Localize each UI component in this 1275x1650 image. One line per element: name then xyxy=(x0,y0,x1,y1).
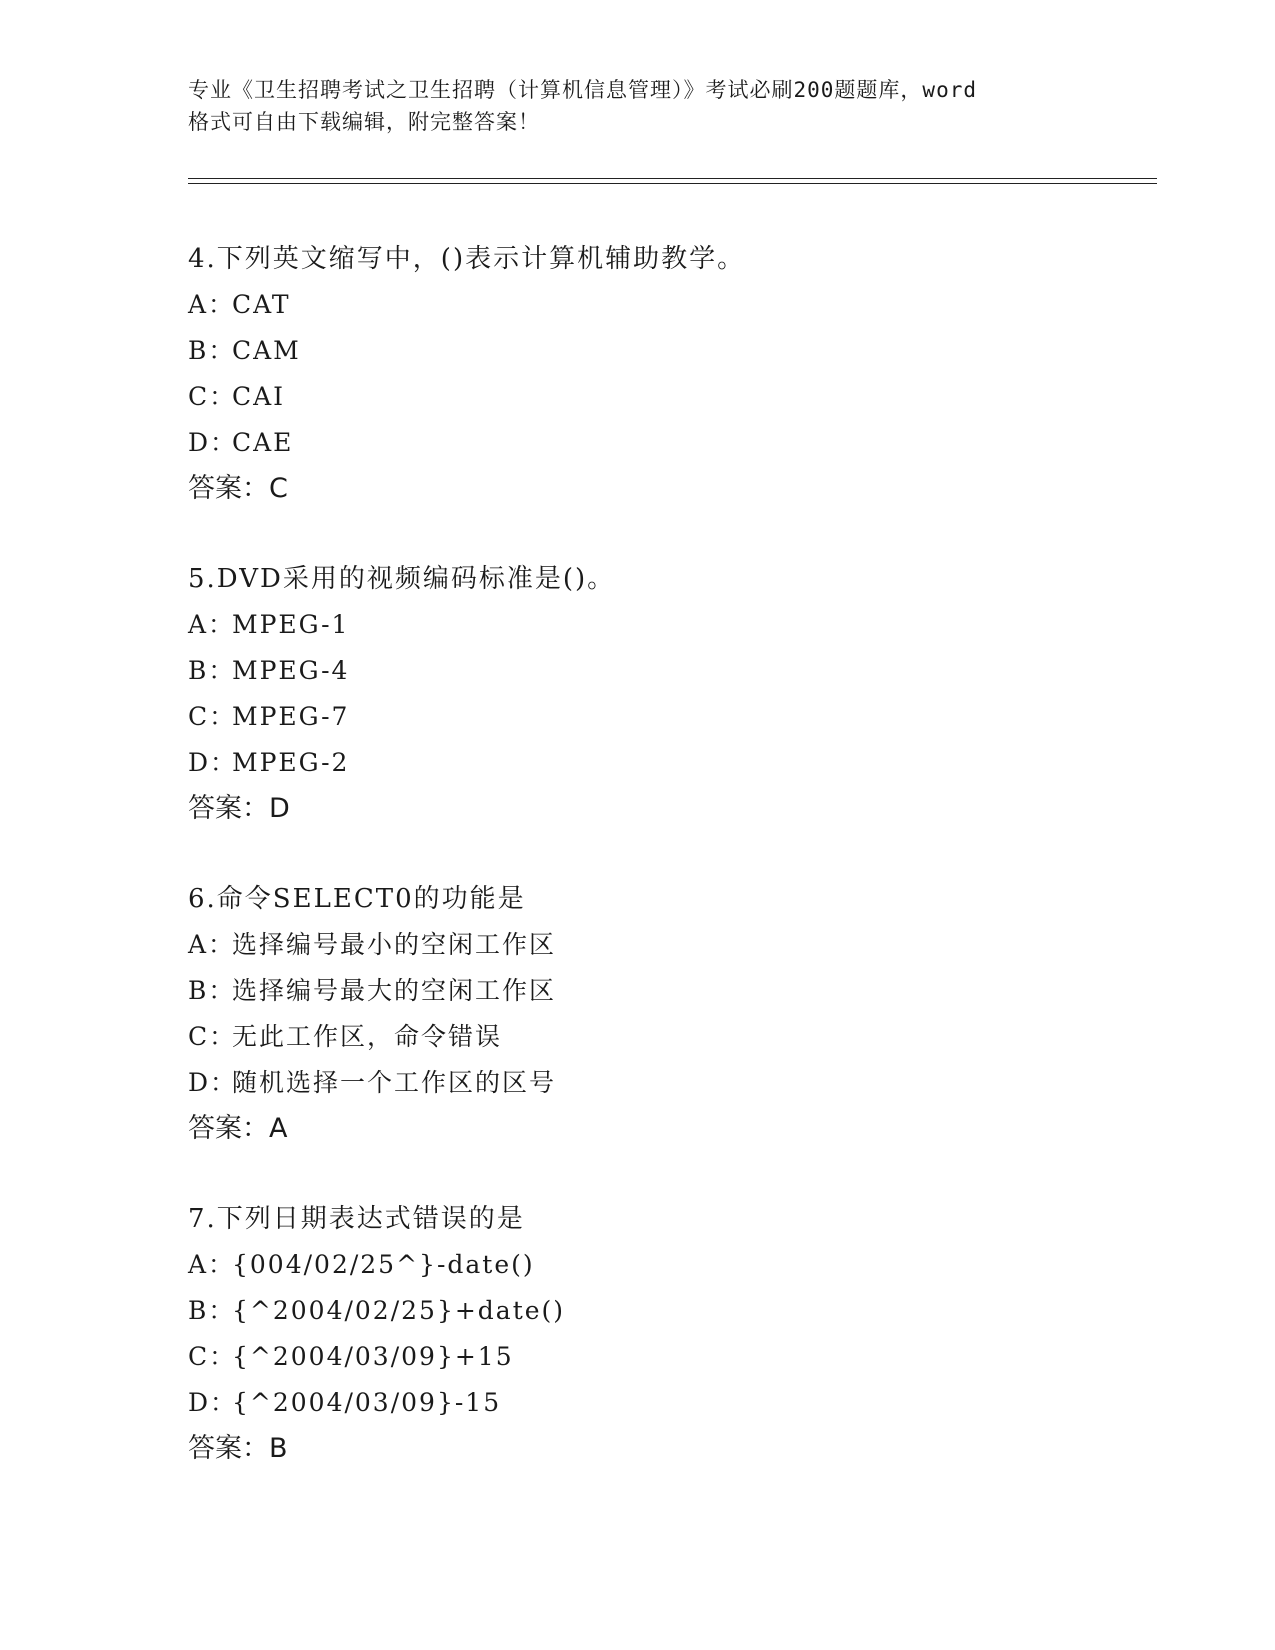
option-text: 选择编号最大的空闲工作区 xyxy=(232,976,557,1005)
option-letter: B： xyxy=(188,976,236,1005)
option-letter: A： xyxy=(188,290,236,319)
option-letter: C： xyxy=(188,702,237,731)
option-c xyxy=(188,1334,1088,1380)
option-letter: D： xyxy=(188,428,238,457)
option-text: {004/02/25^}-date() xyxy=(232,1250,535,1279)
option-d xyxy=(188,1380,1088,1426)
option-letter: C： xyxy=(188,382,237,411)
intro-line-2: 格式可自由下载编辑，附完整答案！ xyxy=(188,110,540,134)
question-block xyxy=(188,1196,1088,1472)
option-text: CAM xyxy=(232,336,301,365)
option-text: {^2004/03/09}-15 xyxy=(232,1388,502,1417)
option-letter: B： xyxy=(188,336,236,365)
header-divider-bottom xyxy=(188,183,1157,184)
option-a xyxy=(188,922,1088,968)
intro-line-1: 专业《卫生招聘考试之卫生招聘（计算机信息管理）》考试必刷200题题库，word xyxy=(188,78,977,102)
option-a xyxy=(188,282,1088,328)
option-text: {^2004/03/09}+15 xyxy=(232,1342,514,1371)
option-text: CAE xyxy=(232,428,294,457)
option-b xyxy=(188,328,1088,374)
option-d xyxy=(188,420,1088,466)
question-block xyxy=(188,236,1088,512)
question-stem: 4.下列英文缩写中，()表示计算机辅助教学。 xyxy=(188,244,746,274)
option-text: CAI xyxy=(232,382,286,411)
option-text: CAT xyxy=(232,290,291,319)
answer-line: 答案：B xyxy=(188,1433,288,1464)
answer-line: 答案：D xyxy=(188,793,290,824)
option-b xyxy=(188,968,1088,1014)
option-letter: A： xyxy=(188,610,236,639)
option-text: {^2004/02/25}+date() xyxy=(232,1296,566,1325)
option-letter: D： xyxy=(188,1388,238,1417)
option-letter: D： xyxy=(188,748,238,777)
option-text: MPEG-1 xyxy=(232,610,350,639)
option-letter: B： xyxy=(188,1296,236,1325)
document-intro xyxy=(188,74,1088,138)
option-c xyxy=(188,694,1088,740)
question-stem: 5.DVD采用的视频编码标准是()。 xyxy=(188,564,616,594)
option-text: MPEG-2 xyxy=(232,748,350,777)
option-b xyxy=(188,1288,1088,1334)
header-divider-top xyxy=(188,178,1157,179)
question-block xyxy=(188,876,1088,1152)
option-text: 随机选择一个工作区的区号 xyxy=(232,1068,557,1097)
option-letter: A： xyxy=(188,930,236,959)
option-letter: C： xyxy=(188,1022,237,1051)
option-letter: B： xyxy=(188,656,236,685)
option-c xyxy=(188,1014,1088,1060)
option-c xyxy=(188,374,1088,420)
option-letter: C： xyxy=(188,1342,237,1371)
option-a xyxy=(188,602,1088,648)
option-text: MPEG-7 xyxy=(232,702,350,731)
option-text: 选择编号最小的空闲工作区 xyxy=(232,930,557,959)
question-stem: 6.命令SELECT0的功能是 xyxy=(188,884,526,914)
option-letter: A： xyxy=(188,1250,236,1279)
question-block xyxy=(188,556,1088,832)
question-stem: 7.下列日期表达式错误的是 xyxy=(188,1204,525,1234)
option-b xyxy=(188,648,1088,694)
option-text: 无此工作区，命令错误 xyxy=(232,1022,503,1051)
answer-line: 答案：C xyxy=(188,473,288,504)
answer-line: 答案：A xyxy=(188,1113,288,1144)
option-d xyxy=(188,1060,1088,1106)
option-text: MPEG-4 xyxy=(232,656,350,685)
option-a xyxy=(188,1242,1088,1288)
option-letter: D： xyxy=(188,1068,238,1097)
option-d xyxy=(188,740,1088,786)
